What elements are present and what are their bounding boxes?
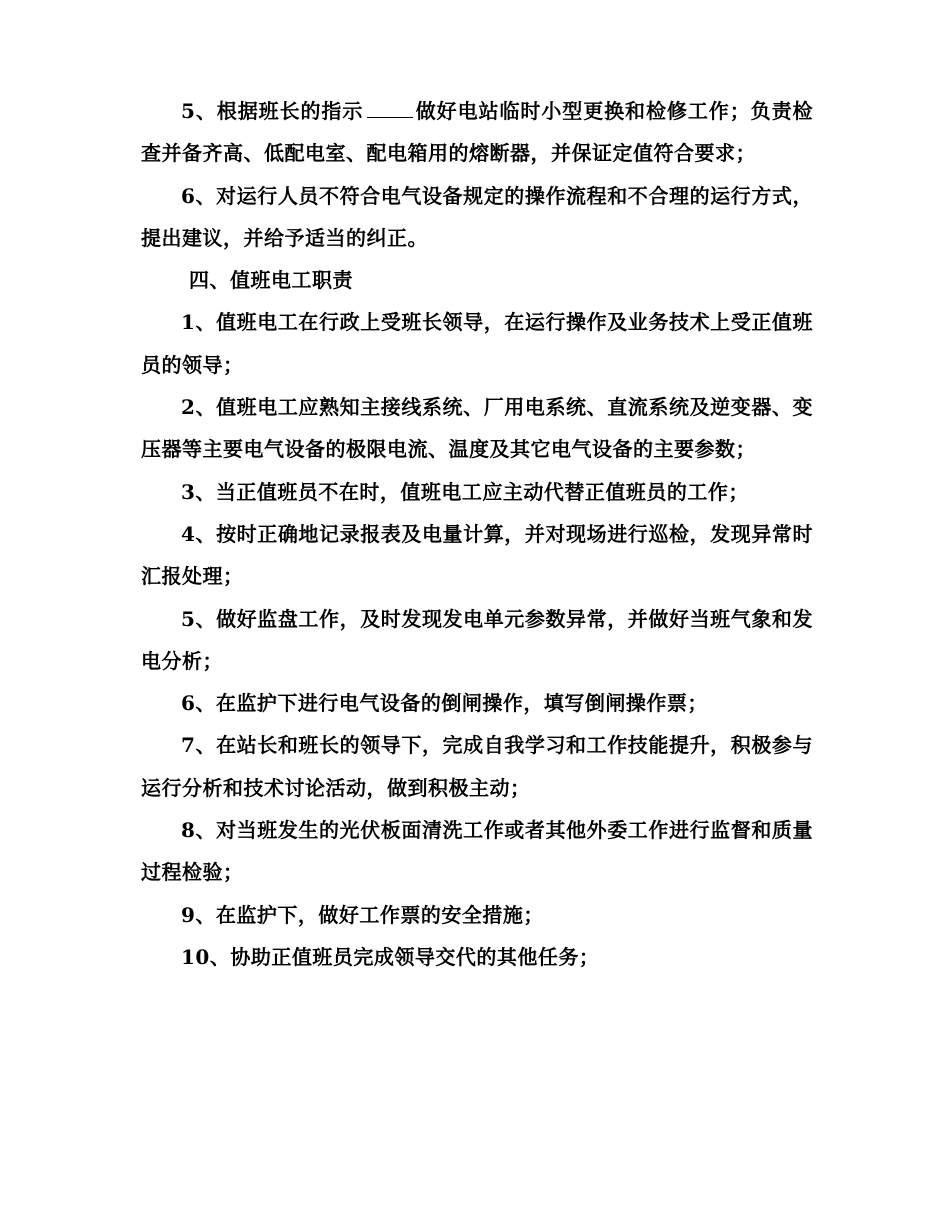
fill-in-blank (367, 116, 413, 118)
paragraph-duty-5: 5、做好监盘工作，及时发现发电单元参数异常，并做好当班气象和发电分析； (141, 606, 813, 673)
paragraph-duty-2: 2、值班电工应熟知主接线系统、厂用电系统、直流系统及逆变器、变压器等主要电气设备的极限电流、温度及其它电气设备的主要参数； (141, 395, 813, 462)
paragraph-text-before-blank: 5、根据班长的指示 (181, 99, 364, 123)
paragraph-duty-8: 8、对当班发生的光伏板面清洗工作或者其他外委工作进行监督和质量过程检验； (141, 818, 813, 885)
document-body (141, 90, 813, 978)
paragraph-duty-1: 1、值班电工在行政上受班长领导，在运行操作及业务技术上受正值班员的领导； (141, 310, 813, 377)
paragraph-duty-3: 3、当正值班员不在时，值班电工应主动代替正值班员的工作； (181, 479, 749, 504)
paragraph-item-6: 6、对运行人员不符合电气设备规定的操作流程和不合理的运行方式，提出建议，并给予适当的纠正。 (141, 183, 813, 250)
paragraph-duty-6: 6、在监护下进行电气设备的倒闸操作，填写倒闸操作票； (181, 691, 708, 716)
paragraph-text-after-blank: 做好电站临时小型更换和检修工作；负责检查并备齐高、低配电室、配电箱用的熔断器，并保证定值符合要求； (141, 99, 814, 166)
paragraph-duty-7: 7、在站长和班长的领导下，完成自我学习和工作技能提升，积极参与运行分析和技术讨论活动，做到积极主动； (141, 733, 813, 800)
paragraph-duty-4: 4、按时正确地记录报表及电量计算，并对现场进行巡检，发现异常时汇报处理； (141, 521, 813, 589)
paragraph-duty-10: 10、协助正值班员完成领导交代的其他任务； (181, 944, 600, 969)
paragraph-item-5 (141, 90, 813, 175)
section-heading: 四、值班电工职责 (189, 268, 353, 293)
paragraph-duty-9: 9、在监护下，做好工作票的安全措施； (181, 902, 544, 927)
